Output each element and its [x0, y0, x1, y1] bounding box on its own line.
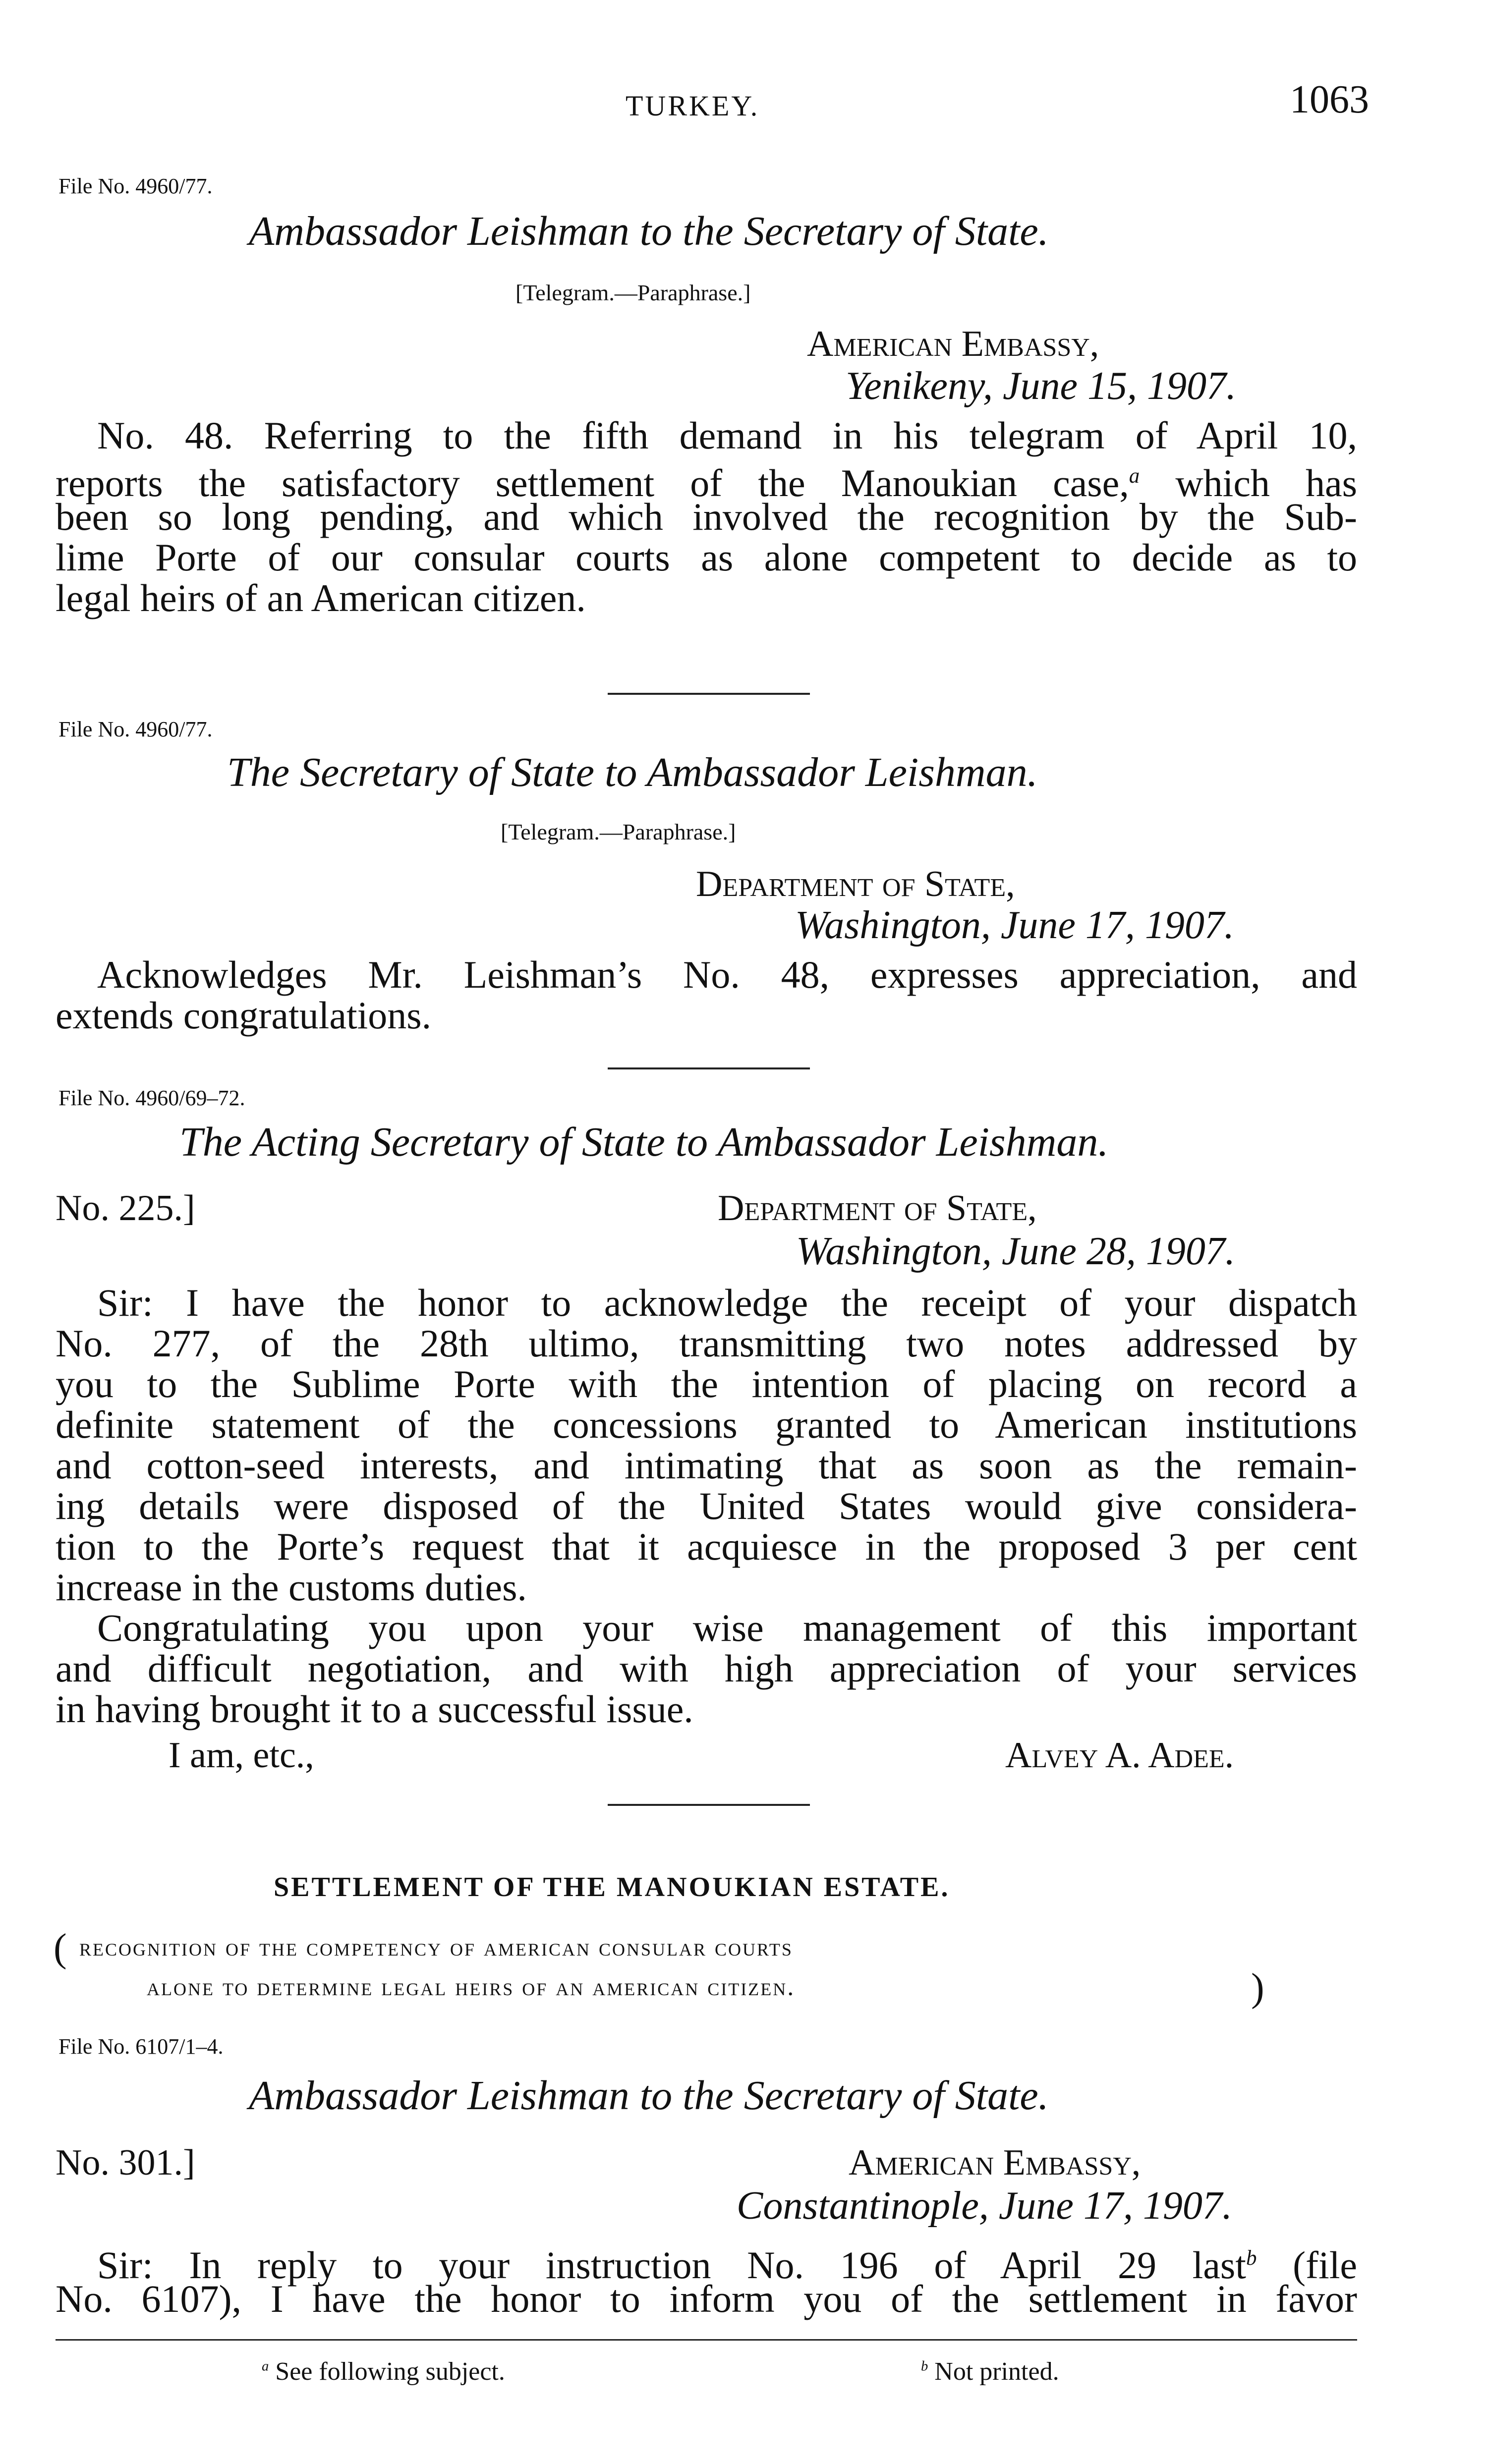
body-line: Sir: I have the honor to acknowledge the receipt of your dispatch: [97, 1281, 1357, 1324]
dateline-date: Yenikeny, June 15, 1907.: [846, 364, 1237, 408]
document-heading: The Secretary of State to Ambassador Leishman.: [227, 749, 1038, 795]
document-body: [56, 415, 1357, 618]
footnote-rule: [56, 2339, 1357, 2341]
body-line: Sir: In reply to your instruction No. 196 of April 29 last$^b$ (file: [97, 2243, 1357, 2287]
body-line: extends congratulations.: [56, 994, 432, 1037]
footnote-b: $^b$ Not printed.: [921, 2357, 1059, 2386]
dateline-place: Department of State,: [696, 864, 1015, 904]
dateline-date: Washington, June 17, 1907.: [795, 903, 1234, 947]
body-line: lime Porte of our consular courts as alone competent to decide as to: [56, 536, 1357, 579]
closing: I am, etc.,: [169, 1735, 314, 1776]
dateline-date: Washington, June 28, 1907.: [796, 1230, 1235, 1273]
body-line: definite statement of the concessions granted to American institutions: [56, 1403, 1357, 1446]
body-line: legal heirs of an American citizen.: [56, 576, 586, 619]
document-body: [56, 1283, 1357, 1730]
separator-rule: [608, 1804, 810, 1806]
section-subtitle: recognition of the competency of american consular courts: [79, 1933, 793, 1961]
body-line: you to the Sublime Porte with the intention of placing on record a: [56, 1362, 1357, 1405]
body-line: No. 277, of the 28th ultimo, transmitting two notes addressed by: [56, 1322, 1357, 1365]
footnote-mark: b: [1246, 2246, 1257, 2270]
close-paren: ): [1251, 1966, 1264, 2010]
dispatch-number: No. 301.]: [56, 2142, 195, 2183]
footnote-mark: a: [1129, 464, 1140, 488]
body-line: reports the satisfactory settlement of the Manoukian case,$^a$ which has: [56, 461, 1357, 504]
signature: Alvey A. Adee.: [1005, 1735, 1234, 1776]
body-line: tion to the Porte’s request that it acquiesce in the proposed 3 per cent: [56, 1525, 1357, 1568]
body-line: and cotton-seed interests, and intimating that as soon as the remain-: [56, 1444, 1357, 1487]
telegram-note: [Telegram.—Paraphrase.]: [501, 819, 736, 844]
separator-rule: [608, 1067, 810, 1069]
file-number: File No. 4960/69–72.: [58, 1086, 245, 1110]
dispatch-number: No. 225.]: [56, 1188, 195, 1229]
body-line: Acknowledges Mr. Leishman’s No. 48, expresses appreciation, and: [97, 953, 1357, 996]
dateline-place: American Embassy,: [807, 324, 1099, 364]
telegram-note: [Telegram.—Paraphrase.]: [515, 280, 751, 305]
file-number: File No. 4960/77.: [58, 174, 213, 198]
running-head: TURKEY.: [626, 90, 760, 122]
document-body: [56, 2238, 1357, 2319]
document-body: [56, 954, 1357, 1036]
open-paren: (: [54, 1926, 67, 1970]
body-line: ing details were disposed of the United States would give considera-: [56, 1484, 1357, 1527]
document-heading: Ambassador Leishman to the Secretary of State.: [249, 208, 1049, 254]
body-line: No. 48. Referring to the fifth demand in his telegram of April 10,: [97, 414, 1357, 457]
footnote-a: $^a$ See following subject.: [262, 2357, 505, 2386]
document-heading: Ambassador Leishman to the Secretary of State.: [249, 2072, 1049, 2119]
page-number: 1063: [1290, 78, 1369, 121]
body-line: and difficult negotiation, and with high appreciation of your services: [56, 1647, 1357, 1690]
body-line: increase in the customs duties.: [56, 1566, 527, 1609]
document-heading: The Acting Secretary of State to Ambassador Leishman.: [179, 1119, 1109, 1165]
body-line: been so long pending, and which involved the recognition by the Sub-: [56, 495, 1357, 538]
section-title: SETTLEMENT OF THE MANOUKIAN ESTATE.: [274, 1872, 950, 1903]
body-line: Congratulating you upon your wise management of this important: [97, 1606, 1357, 1649]
file-number: File No. 6107/1–4.: [58, 2034, 224, 2059]
dateline-place: American Embassy,: [849, 2142, 1141, 2183]
body-line: No. 6107), I have the honor to inform you of the settlement in favor: [56, 2277, 1357, 2320]
body-line: in having brought it to a successful issue.: [56, 1687, 693, 1731]
dateline-date: Constantinople, June 17, 1907.: [737, 2184, 1232, 2228]
separator-rule: [608, 693, 810, 695]
file-number: File No. 4960/77.: [58, 717, 213, 741]
section-subtitle: alone to determine legal heirs of an american citizen.: [147, 1973, 796, 2001]
dateline-place: Department of State,: [718, 1188, 1037, 1229]
